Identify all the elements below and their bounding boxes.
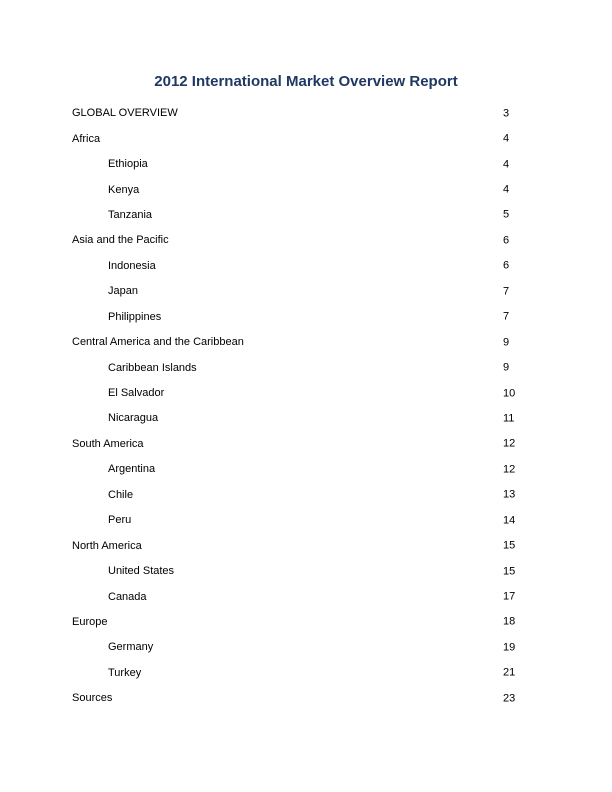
toc-entry-page: 9 bbox=[503, 361, 510, 374]
toc-entry[interactable] bbox=[72, 152, 513, 177]
toc-entry[interactable] bbox=[72, 457, 516, 482]
toc-entry-label: Germany bbox=[108, 641, 154, 654]
toc-entry-label: Tanzania bbox=[108, 208, 153, 221]
toc-entry[interactable] bbox=[72, 406, 513, 431]
toc-entry-page: 17 bbox=[503, 590, 516, 603]
toc-entry-label: Africa bbox=[72, 132, 101, 145]
toc-entry-page: 12 bbox=[503, 437, 516, 450]
toc-entry-page: 7 bbox=[503, 310, 510, 323]
toc-entry-page: 11 bbox=[503, 412, 515, 425]
toc-entry-label: Peru bbox=[108, 514, 132, 527]
toc-entry[interactable] bbox=[72, 254, 513, 279]
toc-entry-label: GLOBAL OVERVIEW bbox=[72, 107, 178, 120]
toc-entry-label: Central America and the Caribbean bbox=[72, 336, 244, 349]
toc-entry[interactable] bbox=[72, 508, 516, 533]
toc-entry-label: Argentina bbox=[108, 463, 156, 476]
toc-entry-page: 3 bbox=[503, 107, 510, 120]
toc-entry[interactable] bbox=[72, 279, 513, 304]
toc-entry-page: 4 bbox=[503, 183, 510, 196]
toc-entry-page: 9 bbox=[503, 336, 510, 349]
toc-entry[interactable] bbox=[72, 661, 516, 686]
toc-entry-page: 7 bbox=[503, 285, 510, 298]
toc-entry-label: South America bbox=[72, 437, 144, 450]
toc-entry-page: 13 bbox=[503, 488, 516, 501]
toc-entry-label: Philippines bbox=[108, 310, 162, 323]
toc-entry-page: 18 bbox=[503, 615, 516, 628]
toc-entry-page: 15 bbox=[503, 565, 516, 578]
toc-entry[interactable] bbox=[72, 228, 513, 253]
toc-entry-label: Chile bbox=[108, 488, 134, 501]
toc-entry-label: North America bbox=[72, 539, 142, 552]
toc-entry-page: 19 bbox=[503, 641, 516, 654]
toc-entry-label: Nicaragua bbox=[108, 412, 159, 425]
toc-entry-page: 21 bbox=[503, 666, 516, 679]
toc-entry-label: Sources bbox=[72, 692, 113, 705]
toc-entry-page: 4 bbox=[503, 158, 510, 171]
toc-entry[interactable] bbox=[72, 381, 516, 406]
toc-entry[interactable] bbox=[72, 305, 513, 330]
toc-entry[interactable] bbox=[72, 101, 513, 126]
toc-entry[interactable] bbox=[72, 533, 516, 558]
toc-entry-label: Japan bbox=[108, 285, 138, 298]
toc-entry-label: Europe bbox=[72, 615, 108, 628]
toc-entry-label: Asia and the Pacific bbox=[72, 234, 169, 247]
toc-entry-page: 23 bbox=[503, 692, 516, 705]
toc-entry[interactable] bbox=[72, 203, 513, 228]
toc-entry-page: 5 bbox=[503, 208, 510, 221]
toc-entry[interactable] bbox=[72, 483, 516, 508]
toc-entry-page: 14 bbox=[503, 514, 516, 527]
toc-entry-label: Indonesia bbox=[108, 259, 156, 272]
toc-entry-page: 10 bbox=[503, 387, 516, 400]
toc-entry-label: Ethiopia bbox=[108, 158, 148, 171]
toc-entry-label: Kenya bbox=[108, 183, 140, 196]
toc-entry-label: United States bbox=[108, 565, 175, 578]
toc-entry[interactable] bbox=[72, 432, 516, 457]
toc-entry-page: 6 bbox=[503, 259, 510, 272]
toc-entry-label: Caribbean Islands bbox=[108, 361, 197, 374]
toc-entry-page: 4 bbox=[503, 132, 510, 145]
toc-entry-page: 15 bbox=[503, 539, 516, 552]
toc-entry[interactable] bbox=[72, 610, 516, 635]
toc-list bbox=[72, 101, 516, 712]
page-title: 2012 International Market Overview Report bbox=[154, 73, 458, 90]
toc-entry[interactable] bbox=[72, 126, 513, 151]
toc-entry-page: 6 bbox=[503, 234, 510, 247]
toc-entry-label: Turkey bbox=[108, 666, 142, 679]
toc-entry[interactable] bbox=[72, 584, 516, 609]
toc-entry-page: 12 bbox=[503, 463, 516, 476]
toc-entry[interactable] bbox=[72, 355, 513, 380]
toc-entry[interactable] bbox=[72, 177, 513, 202]
toc-entry[interactable] bbox=[72, 330, 513, 355]
toc-entry[interactable] bbox=[72, 635, 516, 660]
toc-entry[interactable] bbox=[72, 559, 516, 584]
toc-entry-label: Canada bbox=[108, 590, 147, 603]
toc-entry-label: El Salvador bbox=[108, 387, 165, 400]
toc-entry[interactable] bbox=[72, 686, 516, 711]
